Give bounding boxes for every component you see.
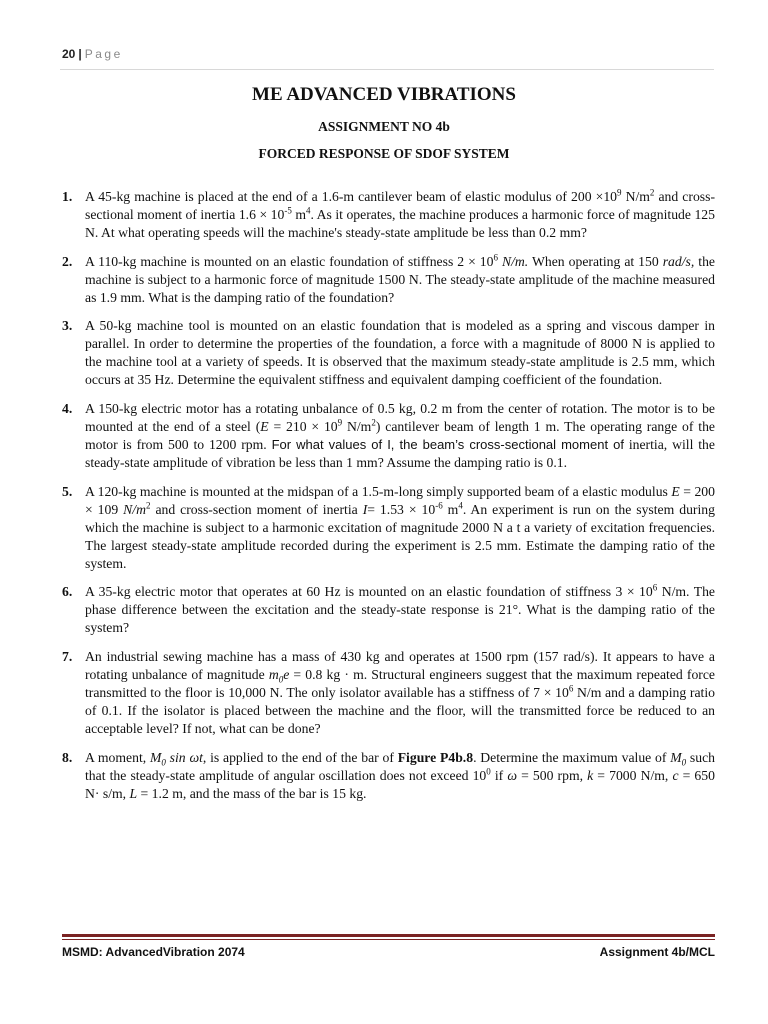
assignment-number: ASSIGNMENT NO 4b: [318, 119, 450, 134]
question-number: 7.: [62, 648, 73, 664]
question-number: 3.: [62, 318, 73, 334]
page-header: [62, 47, 123, 61]
footer-assignment: Assignment 4b/MCL: [599, 945, 715, 959]
question-number: 1.: [62, 189, 73, 204]
question-text: A moment, $M_0$ sin ωt, is applied to the end of the bar of Figure P4b.8. Determine the maximum value of $M_0$ such that the steady-state amplitude of angular oscillation does not exceed $10^0$ if ω = 500 rpm, k = 7000 N/m, c = 650 N· s/m, L = 1.2 m, and the mass of the bar is 15 kg.: [85, 749, 715, 801]
assignment-topic: FORCED RESPONSE OF SDOF SYSTEM: [258, 146, 510, 161]
page-number: 20: [62, 47, 76, 61]
question-text: A 35-kg electric motor that operates at 60 Hz is mounted on an elastic foundation of stiffness $3 \times 10^6$ N/m. The phase difference between the excitation and the steady-state response is 21°. What is the damping ratio of the system?: [85, 582, 715, 636]
question-number: 8.: [62, 749, 73, 765]
question-number: 6.: [62, 584, 73, 600]
header-divider: [60, 69, 714, 70]
question-text: A 120-kg machine is mounted at the midspan of a 1.5-m-long simply supported beam of a elastic modulus E = 200 × 109 $N/m^2$ and cross-section moment of inertia $I= 1.53 \times 10^{-6}$ $m^4$. An experiment is run on the system during which the machine is subject to a harmonic excitation of magnitude 2000 N a t a variety of excitation frequencies. The largest steady-state amplitude recorded during the experiment is 2.5 mm. Estimate the damping ratio of the system.: [85, 483, 715, 571]
question-text: A 110-kg machine is mounted on an elastic foundation of stiffness $2 \times 10^6$ N/m. When operating at 150 rad/s, the machine is subject to a harmonic force of magnitude 1500 N. The steady-state amplitude of the machine measured as 1.9 mm. What is the damping ratio of the foundation?: [85, 252, 715, 305]
question-4: [62, 400, 715, 472]
question-number: 2.: [62, 253, 73, 269]
document-title: ME ADVANCED VIBRATIONS: [252, 84, 516, 105]
page-separator: |: [78, 47, 82, 61]
question-number: 4.: [62, 400, 73, 416]
question-5: [62, 483, 715, 573]
question-text: A 150-kg electric motor has a rotating unbalance of 0.5 kg, 0.2 m from the center of rotation. The motor is to be mounted at the end of a steel ($E = 210 \times 10^9$ $N/m^2$) cantilever beam of length 1 m. The operating range of the motor is from 500 to 1200 rpm. For what values of I, the beam’s cross-sectional moment of inertia, will the steady-state amplitude of vibration be less than 1 mm? Assume the damping ratio is 0.1.: [85, 400, 715, 471]
question-list: [62, 188, 715, 813]
footer-divider-thick: [62, 934, 715, 937]
question-2: [62, 253, 715, 307]
footer-divider-thin: [62, 939, 715, 940]
question-8: [62, 749, 715, 803]
page-word: Page: [84, 47, 123, 61]
question-6: [62, 583, 715, 637]
question-text: An industrial sewing machine has a mass of 430 kg and operates at 1500 rpm (157 rad/s). It appears to have a rotating unbalance of magnitude $m_0e = 0.8$ kg · m. Structural engineers suggest that the maximum repeated force transmitted to the floor is 10,000 N. The only isolator available has a stiffness of $7 \times 10^6$ N/m and a damping ratio of 0.1. If the isolator is placed between the machine and the floor, will the transmitted force be reduced to an acceptable level? If not, what can be done?: [85, 648, 716, 737]
question-number: 5.: [62, 483, 73, 499]
question-3: [62, 317, 715, 389]
question-text: A 45-kg machine is placed at the end of a 1.6-m cantilever beam of elastic modulus of $200 \times 10^9$ $N/m^2$ and cross-sectional moment of inertia $1.6 \times 10^{-5}$ $m^4$. As it operates, the machine produces a harmonic force of magnitude 125 N. At what operating speeds will the machine's steady-state amplitude be less than 0.2 mm?: [85, 187, 715, 241]
question-text: A 50-kg machine tool is mounted on an elastic foundation that is modeled as a spring and viscous damper in parallel. In order to determine the properties of the foundation, a force with a magnitude of 8000 N is applied to the machine tool at a variety of speeds. It is observed that the maximum steady-state amplitude is 2.5 mm, which occurs at 35 Hz. Determine the equivalent stiffness and equivalent damping coefficient of the foundation.: [85, 318, 715, 388]
footer-course: MSMD: AdvancedVibration 2074: [62, 945, 245, 959]
question-7: [62, 648, 715, 738]
question-1: [62, 188, 715, 242]
